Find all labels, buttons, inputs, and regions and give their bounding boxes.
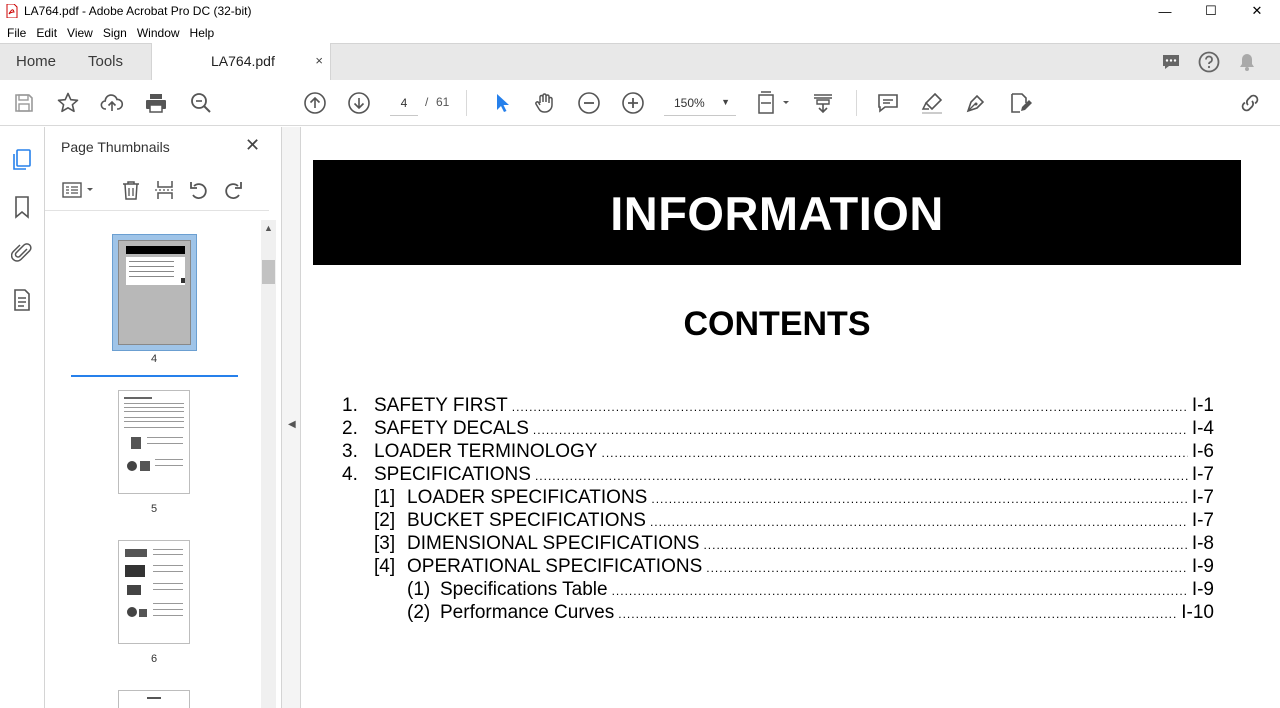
page-separator: / xyxy=(425,95,429,109)
tab-home[interactable]: Home xyxy=(16,53,57,70)
thumbnail-scrollbar[interactable] xyxy=(261,220,276,708)
toc-leader xyxy=(601,446,1187,460)
zoom-search-icon[interactable] xyxy=(189,91,213,115)
zoom-out-icon[interactable] xyxy=(577,91,601,115)
tab-bar xyxy=(0,43,1280,80)
toc-title: SPECIFICATIONS xyxy=(374,464,531,485)
select-cursor-icon[interactable] xyxy=(490,91,514,115)
scroll-mode-icon[interactable] xyxy=(811,91,835,115)
toc-leader xyxy=(618,607,1177,621)
toc-leader xyxy=(535,469,1188,483)
toc-leader xyxy=(650,515,1188,529)
toc-entry[interactable] xyxy=(374,556,1214,578)
toc-page: I-7 xyxy=(1191,487,1214,508)
panel-title: Page Thumbnails xyxy=(61,139,170,155)
toc-entry[interactable] xyxy=(407,579,1214,601)
thumbnail-page[interactable] xyxy=(118,690,190,708)
page-number-input[interactable]: 4 xyxy=(390,90,418,116)
edit-pdf-icon[interactable] xyxy=(1008,91,1032,115)
print-icon[interactable] xyxy=(144,91,168,115)
attachment-icon[interactable] xyxy=(10,240,34,264)
hand-tool-icon[interactable] xyxy=(533,91,557,115)
menu-help[interactable]: Help xyxy=(189,25,215,40)
toc-leader xyxy=(512,400,1188,414)
tab-document[interactable] xyxy=(151,43,331,81)
menu-file[interactable]: File xyxy=(7,25,27,40)
highlighter-icon[interactable] xyxy=(920,91,944,115)
tab-close-icon[interactable]: × xyxy=(315,53,323,68)
menu-bar xyxy=(0,22,1280,43)
toc-title: DIMENSIONAL SPECIFICATIONS xyxy=(407,533,700,554)
toc-page: I-7 xyxy=(1191,464,1214,485)
thumbnail-preview xyxy=(118,240,191,345)
toc-number: (2) xyxy=(407,602,431,623)
acrobat-pdf-icon xyxy=(5,4,19,18)
toc-entry[interactable] xyxy=(342,418,1214,440)
page-thumbnails-icon[interactable] xyxy=(10,148,34,172)
menu-view[interactable]: View xyxy=(67,25,93,40)
toolbar-divider xyxy=(466,90,467,116)
panel-splitter[interactable] xyxy=(282,127,301,708)
toc-number: [4] xyxy=(374,556,396,577)
help-icon[interactable] xyxy=(1198,51,1220,73)
sign-pen-icon[interactable] xyxy=(964,91,988,115)
thumbnail-selection-line xyxy=(71,375,238,377)
zoom-value: 150% xyxy=(674,96,705,110)
toc-leader xyxy=(651,492,1187,506)
minimize-button[interactable]: — xyxy=(1158,3,1172,19)
toc-entry[interactable] xyxy=(407,602,1214,624)
toc-leader xyxy=(703,538,1187,552)
toc-title: LOADER SPECIFICATIONS xyxy=(407,487,648,508)
collapse-panel-icon[interactable]: ◀ xyxy=(288,419,296,430)
toc-entry[interactable] xyxy=(374,533,1214,555)
next-page-icon[interactable] xyxy=(347,91,371,115)
star-icon[interactable] xyxy=(56,91,80,115)
bookmark-icon[interactable] xyxy=(10,195,34,219)
toc-number: [1] xyxy=(374,487,396,508)
menu-window[interactable]: Window xyxy=(136,25,180,40)
section-banner xyxy=(313,160,1241,265)
thumbnail-page-selected[interactable] xyxy=(112,234,197,351)
menu-edit[interactable]: Edit xyxy=(36,25,58,40)
panel-toolbar xyxy=(45,171,269,211)
thumbnail-page[interactable] xyxy=(118,540,190,644)
toc-title: OPERATIONAL SPECIFICATIONS xyxy=(407,556,703,577)
left-rail xyxy=(0,127,45,708)
upload-cloud-icon[interactable] xyxy=(100,91,124,115)
toc-number: 2. xyxy=(342,418,358,439)
toolbar-divider xyxy=(856,90,857,116)
document-icon[interactable] xyxy=(10,288,34,312)
zoom-select[interactable] xyxy=(664,90,736,116)
page-total: 61 xyxy=(436,95,450,109)
toc-leader xyxy=(612,584,1188,598)
rotate-left-icon[interactable] xyxy=(187,178,211,202)
thumbnail-page[interactable] xyxy=(118,390,190,494)
toc-leader xyxy=(706,561,1188,575)
toc-number: [2] xyxy=(374,510,396,531)
previous-page-icon[interactable] xyxy=(303,91,327,115)
toc-page: I-6 xyxy=(1191,441,1214,462)
toc-number: 3. xyxy=(342,441,358,462)
toc-number: [3] xyxy=(374,533,396,554)
comment-icon[interactable] xyxy=(876,91,900,115)
scroll-up-arrow-icon[interactable]: ▲ xyxy=(264,222,273,233)
comment-bubble-icon[interactable] xyxy=(1160,51,1182,73)
toc-title: BUCKET SPECIFICATIONS xyxy=(407,510,646,531)
extract-pages-icon[interactable] xyxy=(153,178,177,202)
panel-close-icon[interactable]: ✕ xyxy=(245,135,261,155)
zoom-in-icon[interactable] xyxy=(621,91,645,115)
maximize-button[interactable]: ☐ xyxy=(1205,3,1217,18)
page-fit-icon[interactable] xyxy=(757,91,791,115)
toc-number: 4. xyxy=(342,464,358,485)
toc-entry[interactable] xyxy=(374,487,1214,509)
save-icon[interactable] xyxy=(12,91,36,115)
toc-entry[interactable] xyxy=(342,464,1214,486)
share-link-icon[interactable] xyxy=(1238,91,1262,115)
notification-bell-icon[interactable] xyxy=(1236,51,1258,73)
main-toolbar xyxy=(0,80,1280,126)
title-bar xyxy=(0,0,1280,22)
window-title: LA764.pdf - Adobe Acrobat Pro DC (32-bit) xyxy=(24,4,252,18)
toc-page: I-9 xyxy=(1191,579,1214,600)
tab-document-label: LA764.pdf xyxy=(211,53,275,69)
tab-tools[interactable]: Tools xyxy=(88,53,124,70)
toc-leader xyxy=(533,423,1188,437)
contents-heading: CONTENTS xyxy=(683,305,871,343)
toc-entry[interactable] xyxy=(342,395,1214,417)
toc-title: SAFETY FIRST xyxy=(374,395,508,416)
toc-page: I-9 xyxy=(1191,556,1214,577)
chevron-down-icon: ▼ xyxy=(721,97,730,107)
toc-page: I-8 xyxy=(1191,533,1214,554)
toc-entry[interactable] xyxy=(342,441,1214,463)
toc-page: I-10 xyxy=(1181,602,1214,623)
rotate-right-icon[interactable] xyxy=(221,178,245,202)
document-view xyxy=(302,127,1280,708)
toc-number: (1) xyxy=(407,579,431,600)
toc-page: I-4 xyxy=(1191,418,1214,439)
toc-title: Specifications Table xyxy=(440,579,608,600)
close-window-button[interactable]: ✕ xyxy=(1251,3,1263,18)
toc-title: LOADER TERMINOLOGY xyxy=(374,441,598,462)
delete-trash-icon[interactable] xyxy=(119,178,143,202)
scrollbar-thumb[interactable] xyxy=(262,260,275,284)
toc-entry[interactable] xyxy=(374,510,1214,532)
thumbnails-panel xyxy=(45,127,282,708)
toc-title: Performance Curves xyxy=(440,602,615,623)
toc-title: SAFETY DECALS xyxy=(374,418,529,439)
banner-title: INFORMATION xyxy=(610,187,944,240)
toc-page: I-1 xyxy=(1191,395,1214,416)
thumbnail-options-icon[interactable] xyxy=(61,178,97,202)
thumbnail-label: 5 xyxy=(150,503,158,515)
thumbnail-label: 4 xyxy=(150,353,158,365)
toc-number: 1. xyxy=(342,395,358,416)
toc-page: I-7 xyxy=(1191,510,1214,531)
menu-sign[interactable]: Sign xyxy=(102,25,127,40)
thumbnail-label: 6 xyxy=(150,653,158,665)
